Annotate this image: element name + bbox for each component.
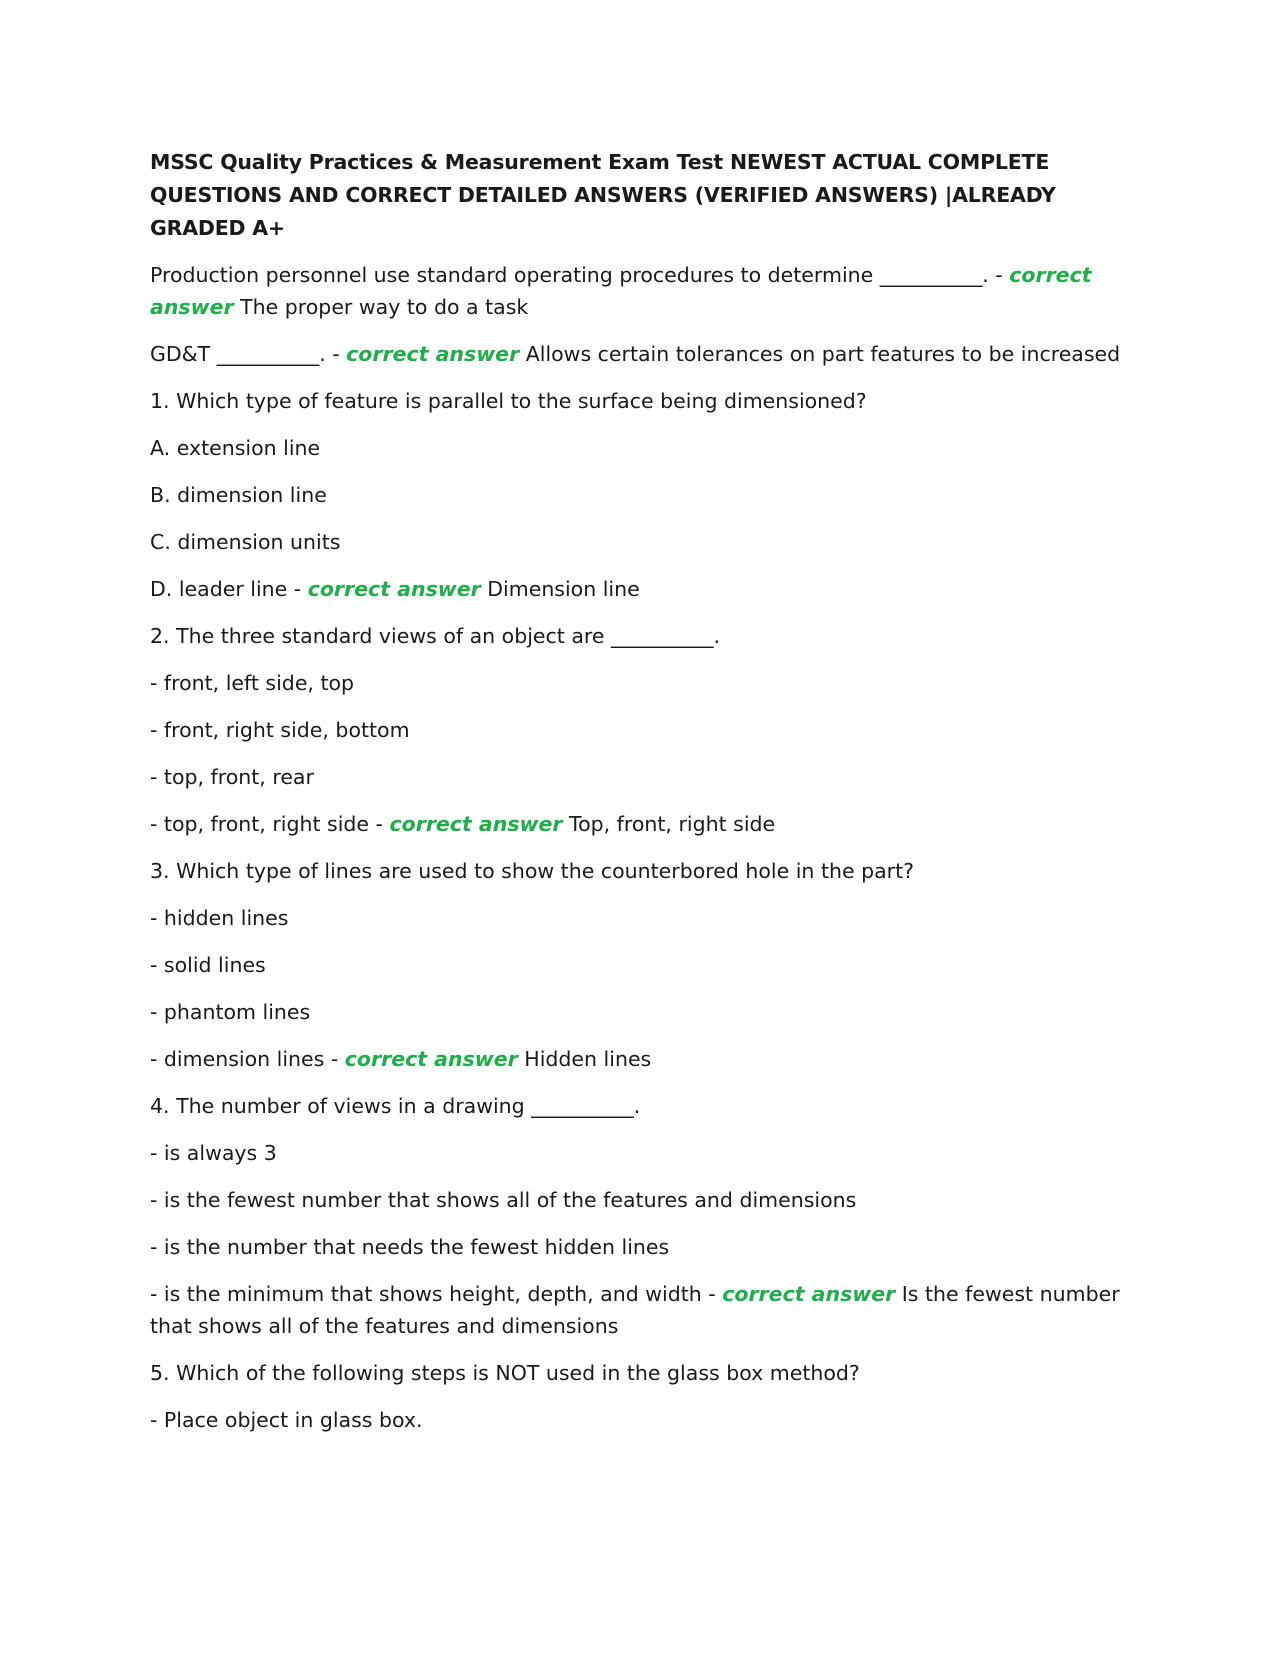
question-line: 2. The three standard views of an object are __________. — [150, 624, 721, 648]
question-text: Production personnel use standard operating procedures to determine __________. - — [150, 263, 1010, 287]
option-line: - hidden lines — [150, 906, 289, 930]
correct-answer-marker: correct answer — [150, 263, 1092, 319]
option-line: A. extension line — [150, 436, 321, 460]
document-title: MSSC Quality Practices & Measurement Exam Test NEWEST ACTUAL COMPLETE QUESTIONS AND CORRECT DETAILED ANSWERS (VERIFIED ANSWERS) |ALREADY GRADED A+ — [150, 150, 1056, 240]
option-line: - is the fewest number that shows all of the features and dimensions — [150, 1188, 857, 1212]
option-text: - top, front, right side - — [150, 812, 390, 836]
option-line: - front, right side, bottom — [150, 718, 410, 742]
answer-text: Dimension line — [487, 577, 640, 601]
qa-line — [150, 259, 1126, 323]
correct-answer-marker: correct answer — [307, 577, 481, 601]
document-content — [150, 146, 1126, 1451]
answer-text: Allows certain tolerances on part features to be increased — [525, 342, 1121, 366]
qa-line — [150, 1278, 1126, 1342]
question-line: 1. Which type of feature is parallel to the surface being dimensioned? — [150, 389, 867, 413]
answer-text: Hidden lines — [524, 1047, 652, 1071]
option-text: - dimension lines - — [150, 1047, 345, 1071]
option-line: - front, left side, top — [150, 671, 355, 695]
answer-text: Top, front, right side — [569, 812, 776, 836]
option-line: B. dimension line — [150, 483, 327, 507]
question-text: GD&T __________. - — [150, 342, 347, 366]
option-line: - is the number that needs the fewest hidden lines — [150, 1235, 670, 1259]
answer-text: Is the fewest number that shows all of the features and dimensions — [150, 1282, 1120, 1338]
option-line: - phantom lines — [150, 1000, 311, 1024]
question-line: 5. Which of the following steps is NOT used in the glass box method? — [150, 1361, 860, 1385]
qa-line — [150, 573, 1126, 605]
qa-line — [150, 338, 1126, 370]
correct-answer-marker: correct answer — [722, 1282, 896, 1306]
answer-text: The proper way to do a task — [240, 295, 529, 319]
qa-line — [150, 808, 1126, 840]
correct-answer-marker: correct answer — [346, 342, 520, 366]
qa-line — [150, 1043, 1126, 1075]
option-line: - is always 3 — [150, 1141, 277, 1165]
option-text: D. leader line - — [150, 577, 308, 601]
option-text: - is the minimum that shows height, depth, and width - — [150, 1282, 723, 1306]
option-line: C. dimension units — [150, 530, 341, 554]
correct-answer-marker: correct answer — [389, 812, 563, 836]
question-line: 4. The number of views in a drawing __________. — [150, 1094, 641, 1118]
option-line: - solid lines — [150, 953, 266, 977]
correct-answer-marker: correct answer — [344, 1047, 518, 1071]
option-line: - Place object in glass box. — [150, 1408, 423, 1432]
option-line: - top, front, rear — [150, 765, 314, 789]
question-line: 3. Which type of lines are used to show the counterbored hole in the part? — [150, 859, 915, 883]
